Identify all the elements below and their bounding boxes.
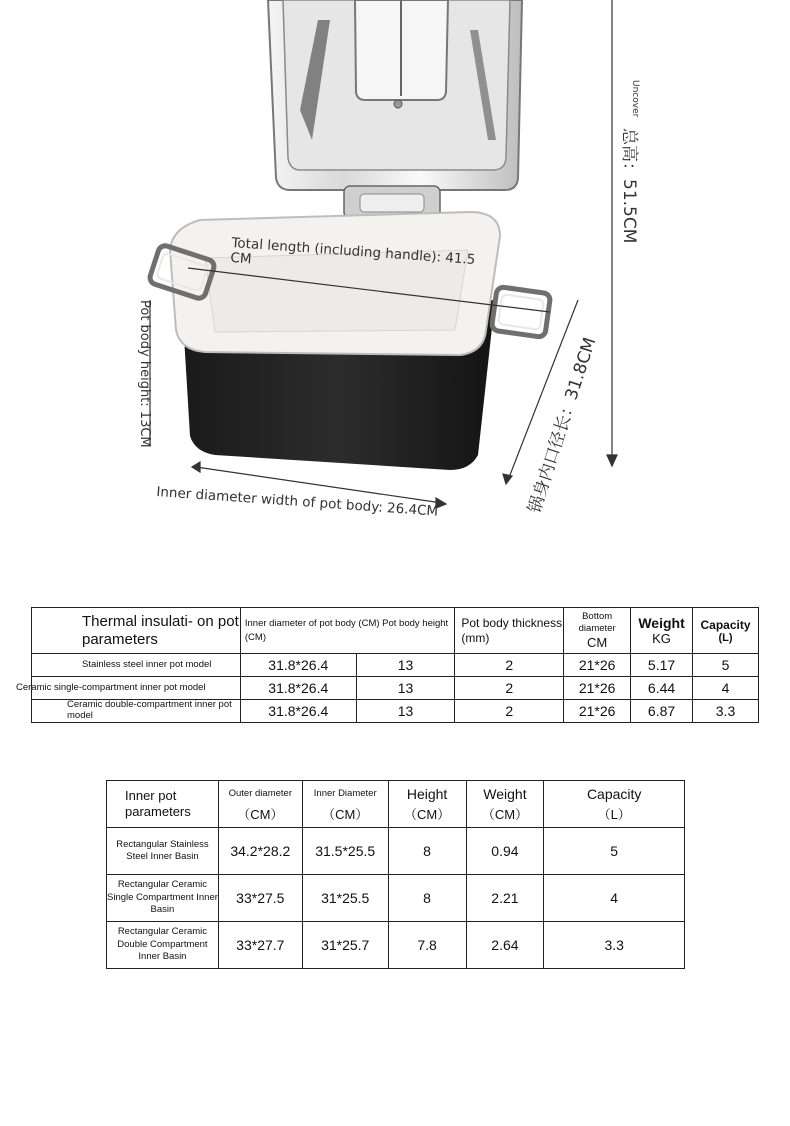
cell-body-height: 13 (356, 654, 455, 677)
cell-capacity: 5 (544, 828, 685, 875)
row-label-text: Ceramic single-compartment inner pot model (16, 681, 206, 693)
uncover-label: Uncover (630, 80, 640, 118)
header-bottom-unit: CM (587, 635, 608, 651)
cell-weight: 0.94 (466, 828, 544, 875)
header-capacity: Capacity (700, 617, 751, 632)
header-bottom-diameter-cell (564, 608, 631, 654)
cell-outer-diameter: 33*27.5 (218, 875, 302, 922)
inner-pot-parameters-table (106, 780, 685, 969)
table-row (32, 700, 759, 723)
cell-thickness: 2 (455, 700, 564, 723)
cell-inner-diameter: 31.8*26.4 (240, 700, 356, 723)
row-label: Stainless steel inner pot model (32, 654, 241, 677)
cell-capacity: 4 (544, 875, 685, 922)
table-row (107, 875, 685, 922)
inner-length-label: 锅身内口径长：31.8CM (524, 335, 601, 516)
handle-right (491, 286, 551, 337)
cell-weight: 6.87 (631, 700, 693, 723)
header-capacity-unit: （L） (597, 806, 631, 822)
header-inner-diameter: Inner Diameter (313, 788, 377, 800)
header-weight: Weight (638, 615, 685, 631)
cell-outer-diameter: 33*27.7 (218, 922, 302, 969)
total-height-label: 总高：51.5CM (619, 128, 639, 244)
cell-height: 8 (388, 875, 466, 922)
header-weight-unit: KG (652, 631, 671, 646)
header-capacity: Capacity (586, 786, 642, 803)
cell-height: 7.8 (388, 922, 466, 969)
header-inner-diameter-cell (302, 781, 388, 828)
row-label: Ceramic double-compartment inner pot model (32, 700, 241, 723)
table-row (107, 828, 685, 875)
pot-body-height-label: Pot body height: 13CM (137, 300, 152, 448)
header-thickness: Pot body thickness (mm) (455, 608, 564, 654)
header-bottom-diameter: Bottom diameter (578, 610, 616, 634)
row-label: Rectangular Ceramic Double Compartment Inner Basin (107, 922, 219, 969)
cell-capacity: 3.3 (693, 700, 759, 723)
chafing-dish-illustration (0, 0, 790, 560)
header-outer-diameter-cell (218, 781, 302, 828)
table-title: Inner pot parameters (107, 781, 219, 828)
cell-weight: 2.21 (466, 875, 544, 922)
inner-width-label: Inner diameter width of pot body: 26.4CM (155, 484, 439, 520)
cell-weight: 6.44 (631, 677, 693, 700)
header-weight-cell (631, 608, 693, 654)
row-label (16, 677, 241, 700)
header-height-cell (388, 781, 466, 828)
cell-inner-diameter: 31.8*26.4 (240, 654, 356, 677)
cell-body-height: 13 (356, 677, 455, 700)
header-weight-unit: （CM） (481, 806, 529, 822)
table-header-row (32, 608, 759, 654)
table-row (32, 677, 759, 700)
cell-weight: 5.17 (631, 654, 693, 677)
row-label: Rectangular Stainless Steel Inner Basin (107, 828, 219, 875)
cell-bottom-diameter: 21*26 (564, 700, 631, 723)
lid (268, 0, 522, 190)
header-height: Height (406, 786, 448, 803)
header-outer-unit: （CM） (237, 806, 284, 822)
table-row (32, 654, 759, 677)
cell-thickness: 2 (455, 654, 564, 677)
header-inner-diameter-height: Inner diameter of pot body (CM) Pot body height (CM) (240, 608, 455, 654)
cell-bottom-diameter: 21*26 (564, 654, 631, 677)
table-header-row (107, 781, 685, 828)
cell-body-height: 13 (356, 700, 455, 723)
cell-inner-diameter: 31*25.7 (302, 922, 388, 969)
header-inner-unit: （CM） (322, 806, 369, 822)
cell-thickness: 2 (455, 677, 564, 700)
cell-capacity: 4 (693, 677, 759, 700)
cell-bottom-diameter: 21*26 (564, 677, 631, 700)
row-label: Rectangular Ceramic Single Compartment Inner Basin (107, 875, 219, 922)
header-outer-diameter: Outer diameter (228, 788, 292, 800)
cell-inner-diameter: 31.8*26.4 (240, 677, 356, 700)
cell-outer-diameter: 34.2*28.2 (218, 828, 302, 875)
header-capacity-cell (544, 781, 685, 828)
header-weight: Weight (483, 786, 527, 803)
cell-height: 8 (388, 828, 466, 875)
table-title: Thermal insulati- on pot parameters (32, 608, 241, 654)
cell-weight: 2.64 (466, 922, 544, 969)
header-height-unit: （CM） (403, 806, 451, 822)
header-weight-cell (466, 781, 544, 828)
thermal-pot-parameters-table (16, 607, 759, 723)
product-diagram (0, 0, 790, 560)
cell-capacity: 3.3 (544, 922, 685, 969)
cell-inner-diameter: 31*25.5 (302, 875, 388, 922)
table-row (107, 922, 685, 969)
header-capacity-cell (693, 608, 759, 654)
total-length-label: Total length (including handle): 41.5 CM (229, 235, 476, 269)
cell-inner-diameter: 31.5*25.5 (302, 828, 388, 875)
header-capacity-unit: (L) (718, 631, 733, 644)
cell-capacity: 5 (693, 654, 759, 677)
